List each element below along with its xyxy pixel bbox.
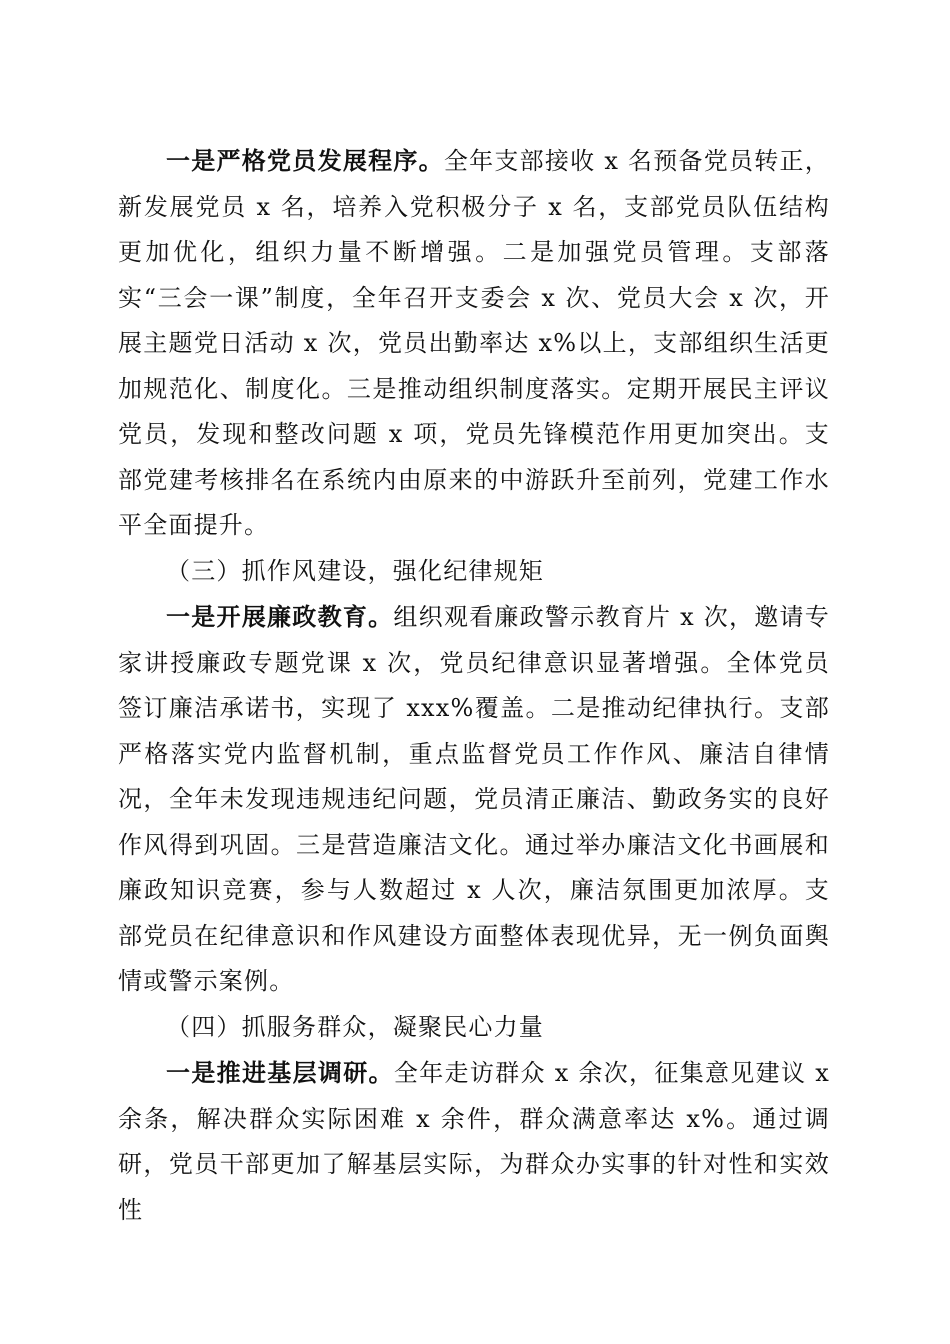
section-heading-4: （四）抓服务群众，凝聚民心力量 [166,1012,544,1041]
document-page [118,138,830,1233]
paragraph-3-text: 全年走访群众 x 余次，征集意见建议 x 余条，解决群众实际困难 x 余件，群众满意率达 x%。通过调研，党员干部更加了解基层实际，为群众办实事的针对性和实效性 [118,1059,830,1224]
paragraph-3-lead: 一是推进基层调研。 [166,1058,394,1087]
section-heading-3: （三）抓作风建设，强化纪律规矩 [166,556,544,585]
paragraph-2 [118,594,830,1005]
paragraph-3 [118,1050,830,1233]
paragraph-2-text: 组织观看廉政警示教育片 x 次，邀请专家讲授廉政专题党课 x 次，党员纪律意识显著增强。全体党员签订廉洁承诺书，实现了 xxx%覆盖。二是推动纪律执行。支部严格落实党内监督机制，重点监督党员工作作风、廉洁自律情况，全年未发现违规违纪问题，党员清正廉洁、勤政务实的良好作风得到巩固。三是营造廉洁文化。通过举办廉洁文化书画展和廉政知识竞赛，参与人数超过 x 人次，廉洁氛围更加浓厚。支部党员在纪律意识和作风建设方面整体表现优异，无一例负面舆情或警示案例。 [118,603,830,995]
paragraph-1-text: 全年支部接收 x 名预备党员转正，新发展党员 x 名，培养入党积极分子 x 名，支部党员队伍结构更加优化，组织力量不断增强。二是加强党员管理。支部落实“三会一课”制度，全年召开支委会 x 次、党员大会 x 次，开展主题党日活动 x 次，党员出勤率达 x%以上，支部组织生活更加规范化、制度化。三是推动组织制度落实。定期开展民主评议党员，发现和整改问题 x 项，党员先锋模范作用更加突出。支部党建考核排名在系统内由原来的中游跃升至前列，党建工作水平全面提升。 [118,147,830,539]
paragraph-1 [118,138,830,549]
paragraph-2-lead: 一是开展廉政教育。 [166,602,394,631]
paragraph-1-lead: 一是严格党员发展程序。 [166,146,444,175]
